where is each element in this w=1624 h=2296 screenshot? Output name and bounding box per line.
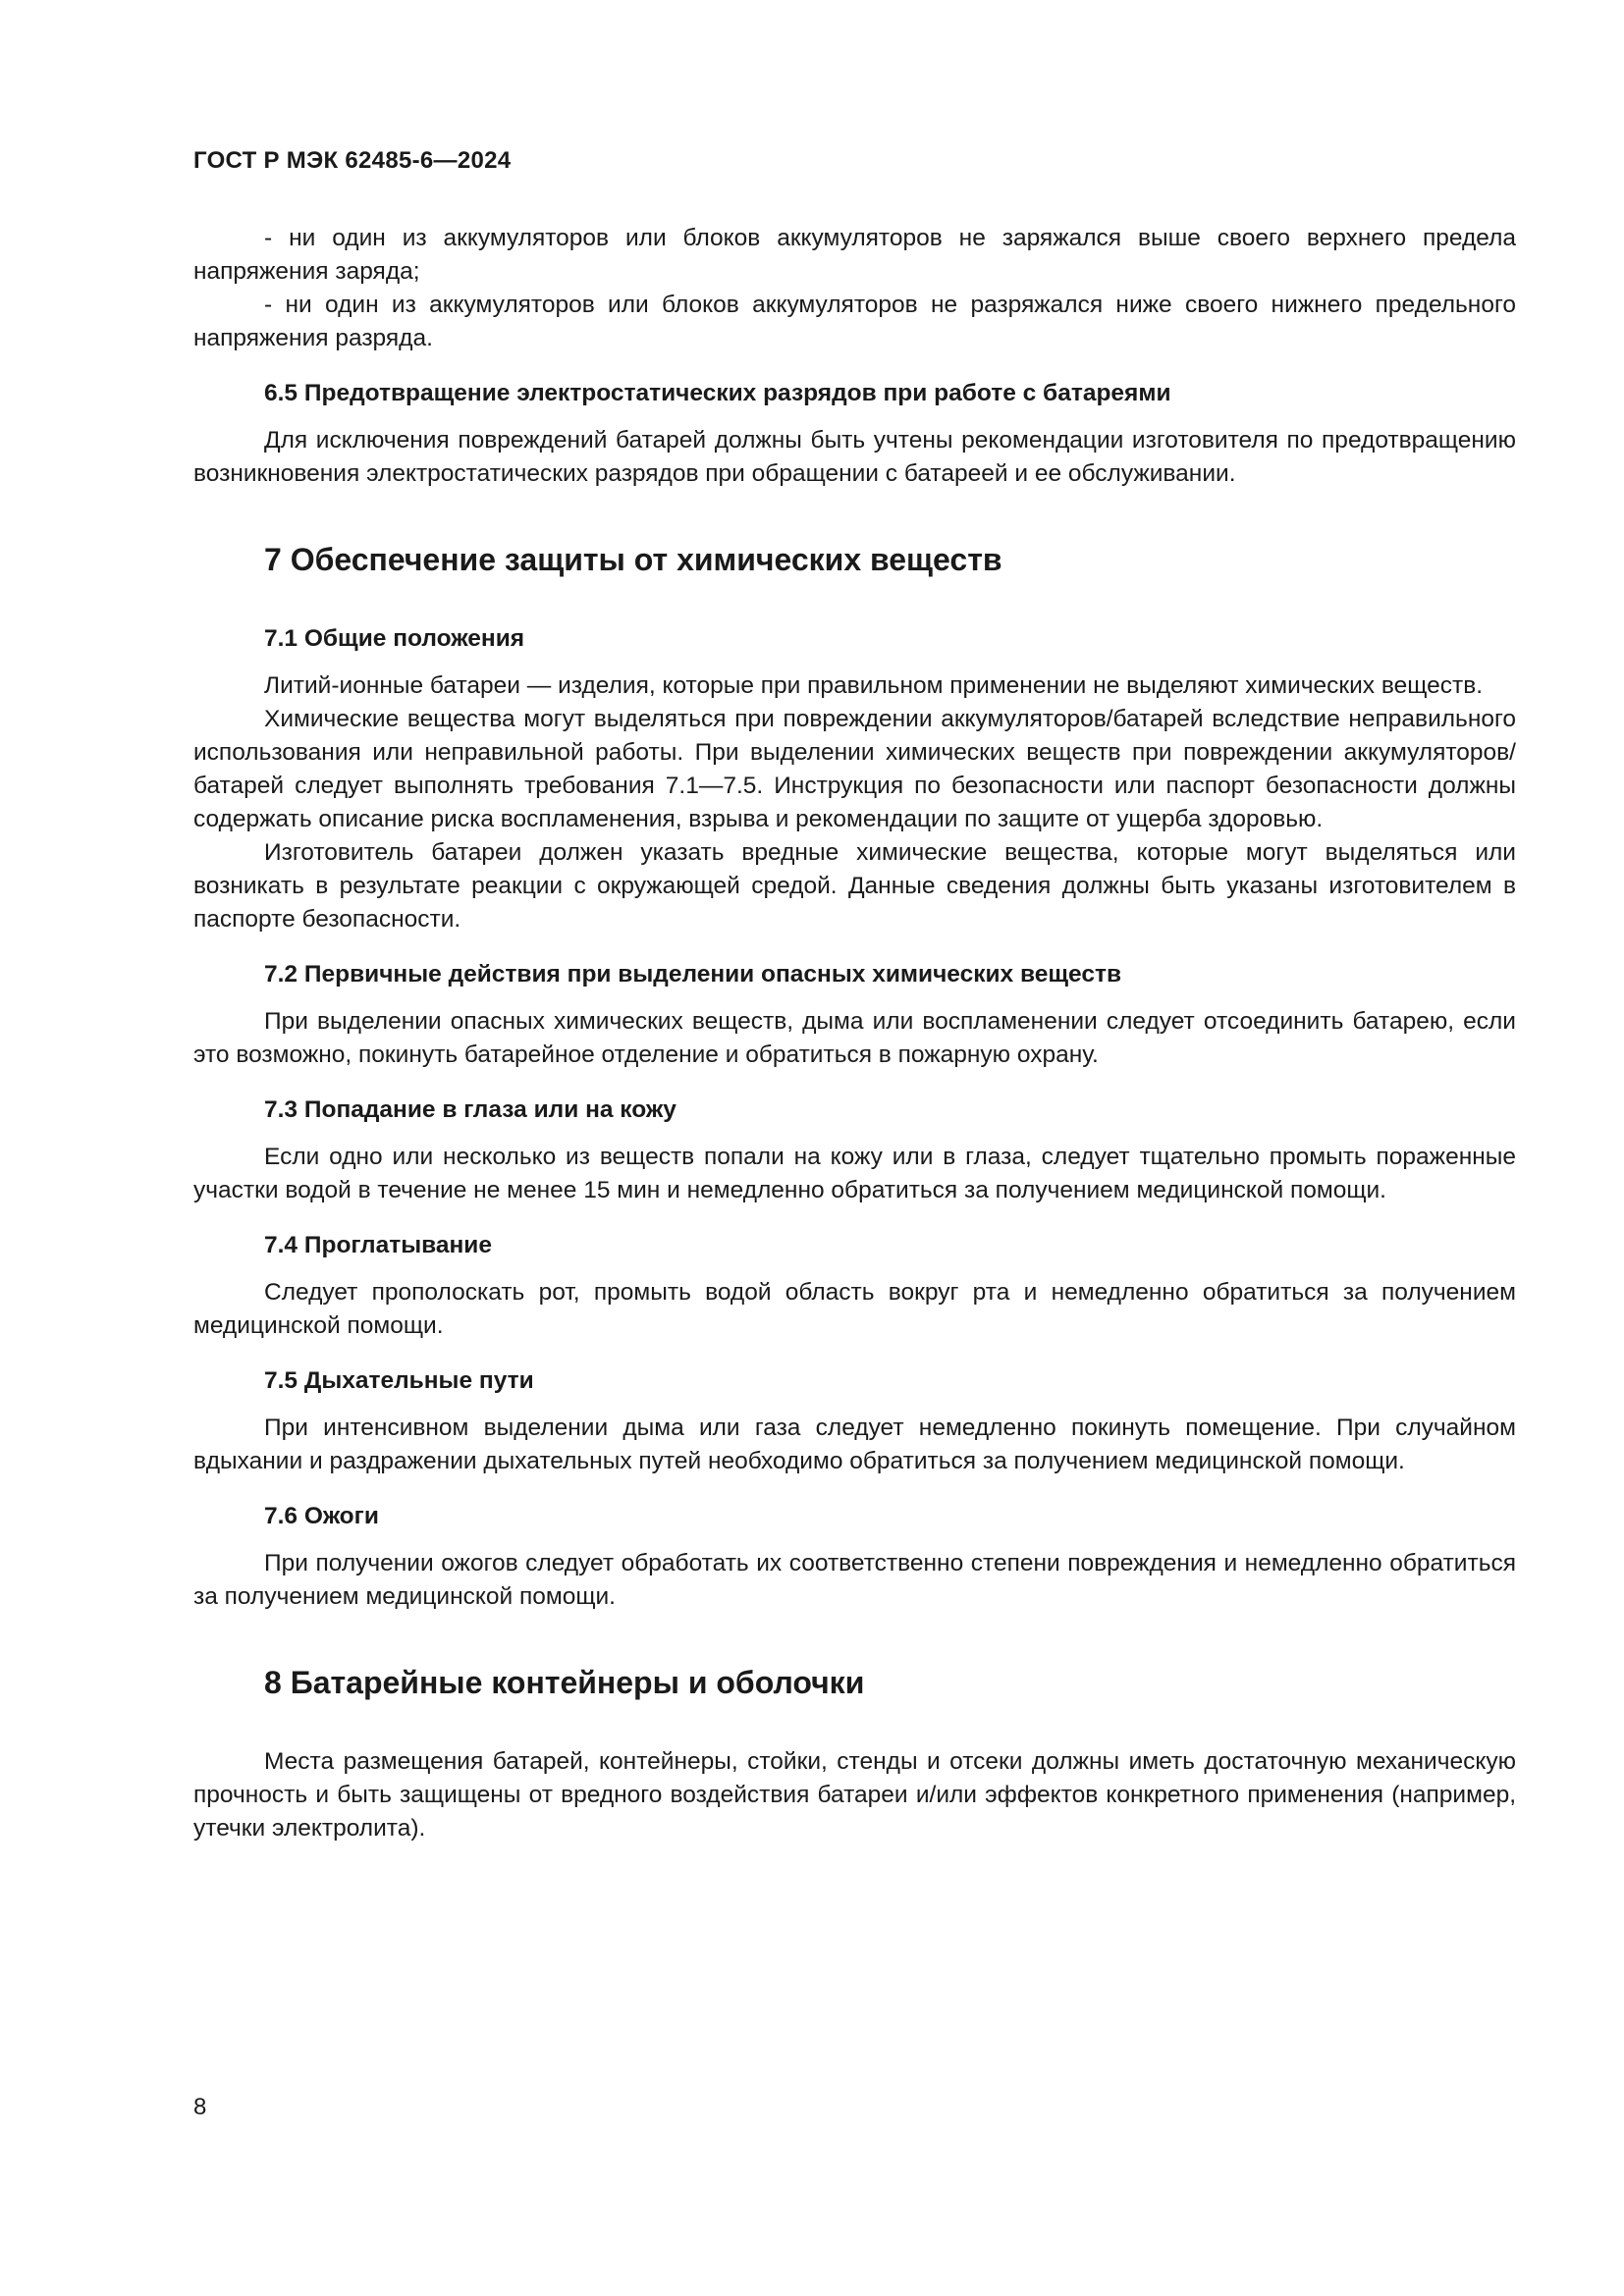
paragraph: Места размещения батарей, контейнеры, стойки, стенды и отсеки должны иметь достаточную механическую прочность и быть защищены от вредного воздействия батареи и/или эффектов конкретного применения (например, утечки электролита). bbox=[193, 1748, 1516, 1842]
paragraph: При получении ожогов следует обработать их соответственно степени повреждения и немедленно обратиться за получением медицинской помощи. bbox=[193, 1550, 1516, 1610]
paragraph: Изготовитель батареи должен указать вредные химические вещества, которые могут выделяться или возникать в результате реакции с окружающей средой. Данные сведения должны быть указаны изготовителем в паспорте безопасности. bbox=[193, 839, 1516, 933]
paragraph: При выделении опасных химических веществ, дыма или воспламенении следует отсоединить батарею, если это возможно, покинуть батарейное отделение и обратиться в пожарную охрану. bbox=[193, 1008, 1516, 1068]
subsection-title-7-3: 7.3 Попадание в глаза или на кожу bbox=[264, 1096, 677, 1123]
paragraph: Химические вещества могут выделяться при повреждении аккумуляторов/батарей вследствие неправильного использования или неправильной работы. При выделении химических веществ при повреждении аккумуляторов/батарей следует выполнять требования 7.1—7.5. Инструкция по безопасности или паспорт безопасности должны содержать описание риска воспламенения, взрыва и рекомендации по защите от ущерба здоровью. bbox=[193, 706, 1516, 832]
subsection-title-7-4: 7.4 Проглатывание bbox=[264, 1232, 492, 1258]
page-number: 8 bbox=[193, 2094, 207, 2120]
subsection-title-7-1: 7.1 Общие положения bbox=[264, 625, 525, 652]
paragraph: Если одно или несколько из веществ попали на кожу или в глаза, следует тщательно промыть пораженные участки водой в течение не менее 15 мин и немедленно обратиться за получением медицинской помощи. bbox=[193, 1144, 1516, 1203]
paragraph: Следует прополоскать рот, промыть водой область вокруг рта и немедленно обратиться за получением медицинской помощи. bbox=[193, 1279, 1516, 1339]
document-header: ГОСТ Р МЭК 62485-6—2024 bbox=[193, 147, 512, 174]
subsection-title-7-5: 7.5 Дыхательные пути bbox=[264, 1367, 534, 1394]
subsection-title-7-2: 7.2 Первичные действия при выделении опасных химических веществ bbox=[264, 961, 1122, 988]
intro-item: - ни один из аккумуляторов или блоков аккумуляторов не заряжался выше своего верхнего предела напряжения заряда; bbox=[193, 225, 1516, 285]
paragraph: Литий-ионные батареи — изделия, которые при правильном применении не выделяют химических веществ. bbox=[264, 672, 1484, 699]
section-title-8: 8 Батарейные контейнеры и оболочки bbox=[264, 1665, 865, 1700]
paragraph: При интенсивном выделении дыма или газа следует немедленно покинуть помещение. При случайном вдыхании и раздражении дыхательных путей необходимо обратиться за получением медицинской помощи. bbox=[193, 1415, 1516, 1474]
paragraph: Для исключения повреждений батарей должны быть учтены рекомендации изготовителя по предотвращению возникновения электростатических разрядов при обращении с батареей и ее обслуживании. bbox=[193, 427, 1516, 487]
document-body bbox=[193, 222, 1516, 1845]
subsection-title-6-5: 6.5 Предотвращение электростатических разрядов при работе с батареями bbox=[264, 380, 1171, 406]
intro-item: - ни один из аккумуляторов или блоков аккумуляторов не разряжался ниже своего нижнего предельного напряжения разряда. bbox=[193, 292, 1516, 351]
section-title-7: 7 Обеспечение защиты от химических веществ bbox=[264, 542, 1002, 577]
subsection-title-7-6: 7.6 Ожоги bbox=[264, 1503, 379, 1529]
